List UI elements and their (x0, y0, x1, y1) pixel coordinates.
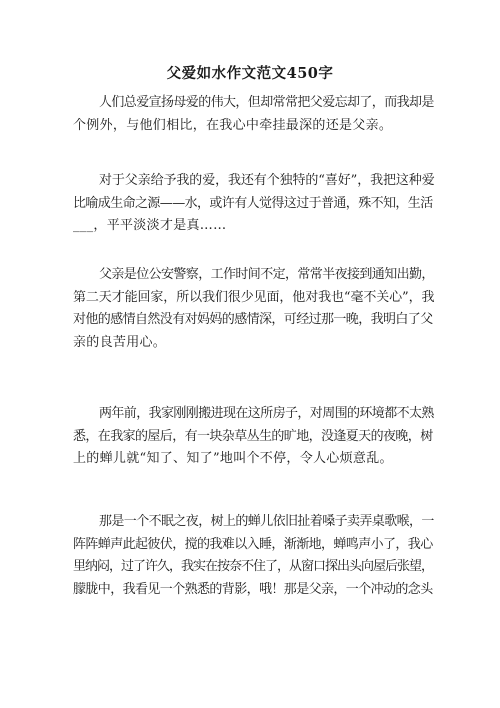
paragraph-line: 那是一个不眠之夜，树上的蝉儿依旧扯着嗓子卖弄桌歌喉，一 (99, 514, 434, 529)
paragraph-line: 比喻成生命之源——水，或许有人觉得这过于普通，殊不知，生活 (73, 195, 433, 211)
paragraph-3 (73, 264, 435, 354)
paragraph-line: 父亲是位公安警察，工作时间不定，常常半夜接到通知出勤， (99, 267, 434, 282)
paragraph-1 (73, 92, 435, 137)
paragraph-line: 朦胧中，我看见一个熟悉的背影，哦！那是父亲，一个冲动的念头 (73, 581, 433, 597)
document-title: 父爱如水作文范文450字 (166, 65, 334, 82)
paragraph-line: 里纳闷，过了许久，我实在按奈不住了，从窗口探出头向屋后张望， (73, 559, 434, 574)
paragraph-line: 对他的感情自然没有对妈妈的感情深，可经过那一晚，我明白了父 (73, 312, 433, 327)
paragraph-line: 上的蝉儿就“知了、知了”地叫个不停，令人心烦意乱。 (73, 451, 393, 466)
paragraph-line: 对于父亲给予我的爱，我还有个独特的“喜好”，我把这种爱 (99, 173, 435, 188)
paragraph-2 (73, 170, 435, 238)
paragraph-line: 阵阵蝉声此起彼伏，搅的我难以入睡，渐渐地，蝉鸣声小了，我心 (73, 536, 433, 552)
paragraph-line: 人们总爱宣扬母爱的伟大，但却常常把父爱忘却了，而我却是 (99, 95, 434, 110)
paragraph-line: 悉，在我家的屋后，有一块杂草丛生的旷地，没逢夏天的夜晚，树 (73, 428, 433, 444)
paragraph-line: 第二天才能回家，所以我们很少见面，他对我也“毫不关心”，我 (73, 289, 435, 305)
paragraph-line: ___，平平淡淡才是真…… (73, 218, 227, 233)
paragraph-line: 两年前，我家刚刚搬进现在这所房子，对周围的环境都不太熟 (99, 406, 434, 421)
paragraph-line: 亲的良苦用心。 (73, 334, 167, 350)
paragraph-line: 个例外，与他们相比，在我心中牵挂最深的还是父亲。 (73, 117, 393, 133)
paragraph-5 (73, 511, 435, 601)
paragraph-4 (73, 403, 435, 471)
